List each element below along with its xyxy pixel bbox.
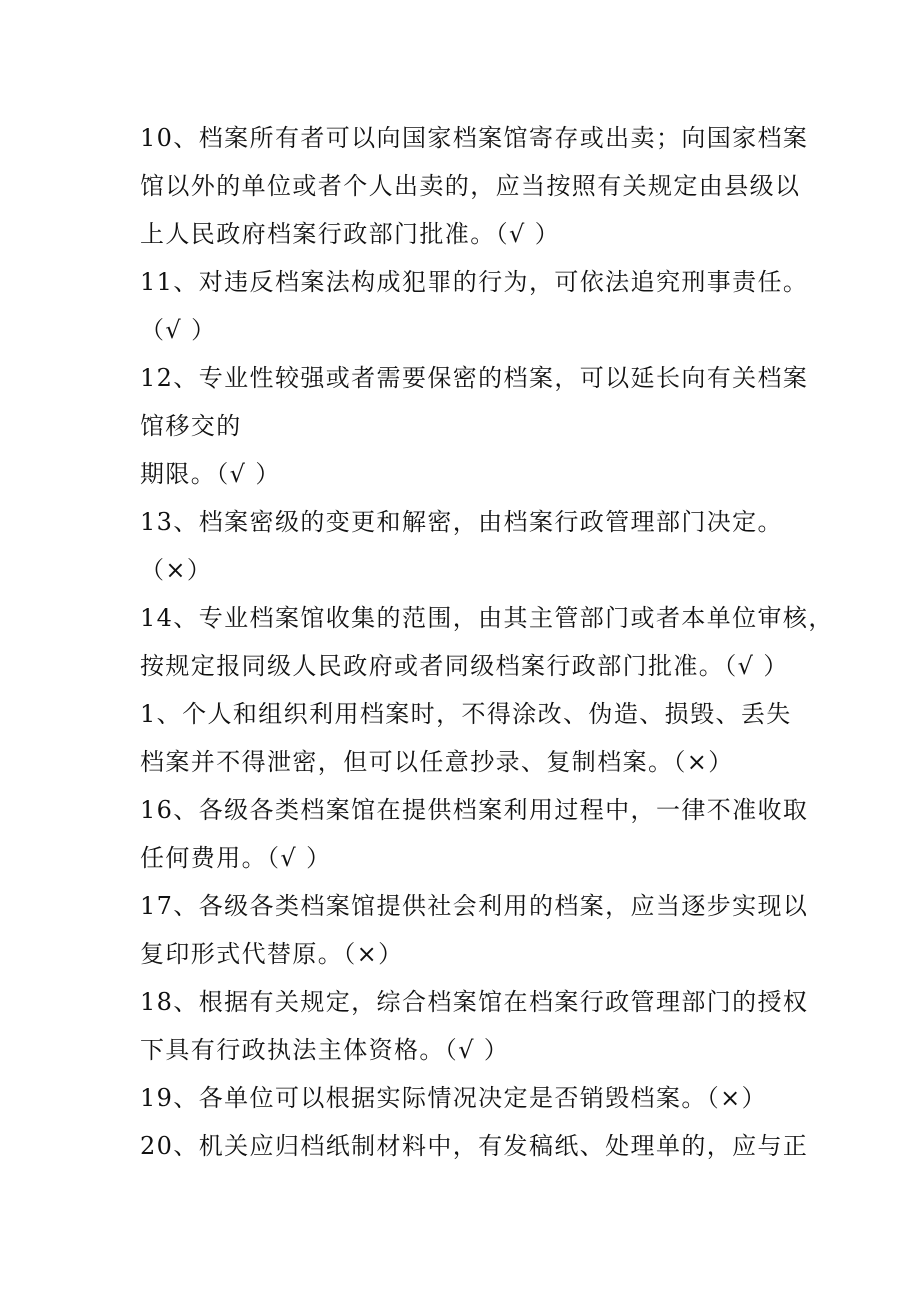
text-line: 馆移交的 [140, 412, 242, 440]
text-line: 13、档案密级的变更和解密，由档案行政管理部门决定。 [140, 508, 783, 536]
text-line: 复印形式代替原。（×） [140, 940, 404, 968]
text-line: 期限。（√ ） [140, 460, 281, 488]
text-line: （√ ） [140, 316, 217, 344]
text-line: 上人民政府档案行政部门批准。（√ ） [140, 220, 561, 248]
text-line: 10、档案所有者可以向国家档案馆寄存或出卖；向国家档案 [140, 124, 809, 152]
text-line: 任何费用。（√ ） [140, 844, 332, 872]
text-line: 下具有行政执法主体资格。（√ ） [140, 1036, 510, 1064]
text-line: 14、专业档案馆收集的范围，由其主管部门或者本单位审核， [140, 604, 834, 632]
text-line: 1、个人和组织利用档案时，不得涂改、伪造、损毁、丢失 [140, 700, 792, 728]
text-line: （×） [140, 556, 213, 584]
text-line: 19、各单位可以根据实际情况决定是否销毁档案。（×） [140, 1084, 768, 1112]
text-line: 按规定报同级人民政府或者同级档案行政部门批准。（√ ） [140, 652, 789, 680]
text-line: 11、对违反档案法构成犯罪的行为，可依法追究刑事责任。 [140, 268, 809, 296]
text-line: 17、各级各类档案馆提供社会利用的档案，应当逐步实现以 [140, 892, 809, 920]
text-line: 20、机关应归档纸制材料中，有发稿纸、处理单的，应与正 [140, 1132, 809, 1160]
text-line: 馆以外的单位或者个人出卖的，应当按照有关规定由县级以 [140, 172, 801, 200]
text-line: 18、根据有关规定，综合档案馆在档案行政管理部门的授权 [140, 988, 809, 1016]
text-line: 12、专业性较强或者需要保密的档案，可以延长向有关档案 [140, 364, 809, 392]
text-line: 档案并不得泄密，但可以任意抄录、复制档案。（×） [140, 748, 734, 776]
document-body [140, 114, 834, 1170]
text-line: 16、各级各类档案馆在提供档案利用过程中，一律不准收取 [140, 796, 809, 824]
